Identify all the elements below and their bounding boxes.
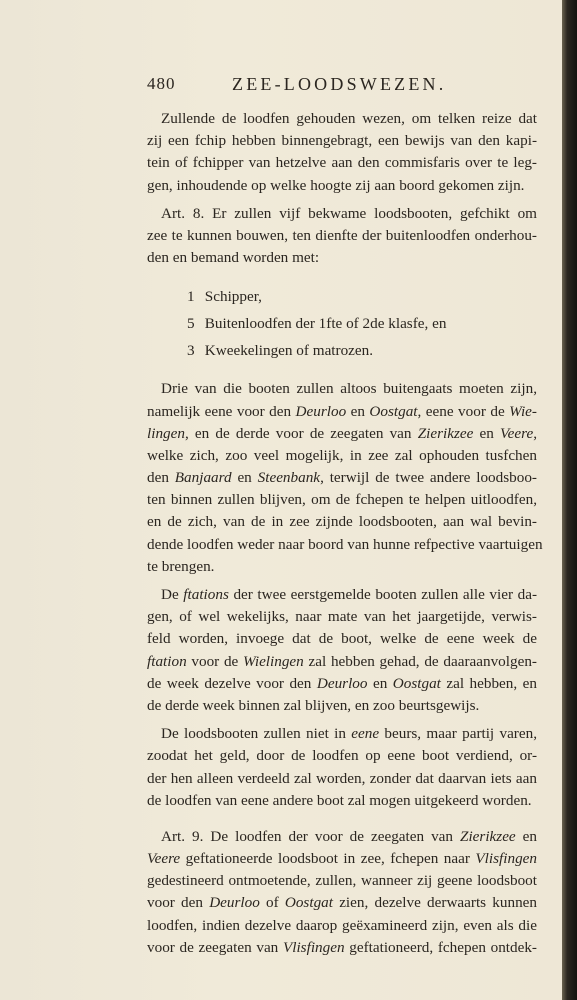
text-line: ftation voor de Wielingen zal hebben gehad, de daaraanvolgen- [147, 652, 537, 670]
text-line: en de zich, van de in zee zijnde loodsbooten, aan wal bevin- [147, 513, 537, 531]
book-edge [562, 0, 577, 1000]
article-8 [147, 203, 537, 270]
list-item: 3 Kweekelingen of matrozen. [187, 342, 374, 360]
text-line: den en bemand worden met: [147, 249, 320, 267]
text-line: Art. 8. Er zullen vijf bekwame loodsbooten, gefchikt om [161, 204, 537, 222]
running-head: ZEE-LOODSWEZEN. [232, 74, 447, 94]
paragraph-earnings [147, 723, 537, 812]
text-line: namelijk eene voor den Deurloo en Oostgat, eene voor de Wie- [147, 402, 537, 420]
text-line: gen, inhoudende op welke hoogte zij aan boord gekomen zijn. [147, 176, 525, 194]
crew-list [147, 283, 537, 364]
text-line: welke zich, zoo veel mogelijk, in zee zal ophouden tusfchen [147, 446, 537, 464]
text-line: zoodat het geld, door de loodfen op eene boot verdiend, or- [147, 747, 537, 765]
text-line: voor den Deurloo of Oostgat zien, dezelve derwaarts kunnen [147, 894, 537, 912]
text-line: Zullende de loodfen gehouden wezen, om telken reize dat [161, 110, 537, 127]
text-line: der hen alleen verdeeld zal worden, zonder dat daarvan iets aan [147, 769, 537, 787]
paragraph-boats [147, 378, 543, 578]
text-line: gen, of wel wekelijks, naar mate van het jaargetijde, verwis- [147, 608, 537, 626]
text-line: te brengen. [147, 557, 215, 575]
paragraph-continuation [147, 108, 537, 197]
text-line: ten binnen zullen blijven, om de fchepen te helpen uitloodfen, [147, 491, 537, 509]
text-line: De loodsbooten zullen niet in eene beurs, maar partij varen, [161, 725, 537, 743]
text-line: voor de zeegaten van Vlisfingen geftationeerd, fchepen ontdek- [147, 938, 537, 956]
list-item: 5 Buitenloodfen der 1fte of 2de klasfe, en [187, 315, 447, 333]
text-line: De ftations der twee eerstgemelde booten zullen alle vier da- [161, 586, 538, 603]
text-line: zee te kunnen bouwen, ten dienfte der buitenloodfen onderhou- [147, 226, 537, 244]
page-text [147, 108, 543, 959]
text-line: Art. 9. De loodfen der voor de zeegaten van Zierikzee en [161, 827, 537, 845]
text-line: lingen, en de derde voor de zeegaten van Zierikzee en Veere, [147, 424, 537, 442]
page-number: 480 [147, 74, 176, 93]
text-line: feld worden, invoege dat de boot, welke de eene week de [147, 630, 537, 648]
text-line: tein of fchipper van hetzelve aan den commisfaris over te leg- [147, 154, 537, 172]
text-line: de derde week binnen zal blijven, en zoo beurtsgewijs. [147, 696, 480, 714]
text-line: de loodfen van eene andere boot zal mogen uitgekeerd worden. [147, 791, 532, 809]
paragraph-stations [147, 584, 537, 717]
text-line: gedestineerd ontmoetende, zullen, wanneer zij geene loodsboot [147, 872, 537, 890]
text-line: loodfen, indien dezelve daarop geëxamineerd zijn, even als die [147, 916, 537, 934]
text-line: Drie van die booten zullen altoos buitengaats moeten zijn, [161, 380, 537, 398]
text-line: Veere geftationeerde loodsboot in zee, fchepen naar Vlisfingen [147, 850, 537, 868]
text-line: dende loodfen weder naar boord van hunne refpective vaartuigen [147, 535, 543, 553]
text-line: de week dezelve voor den Deurloo en Oostgat zal hebben, en [147, 674, 537, 692]
text-line: zij een fchip hebben binnengebragt, een bewijs van den kapi- [147, 132, 537, 150]
page-header [147, 74, 532, 100]
list-item: 1 Schipper, [187, 288, 262, 306]
article-9 [147, 826, 537, 959]
text-line: den Banjaard en Steenbank, terwijl de twee andere loodsboo- [147, 469, 537, 487]
